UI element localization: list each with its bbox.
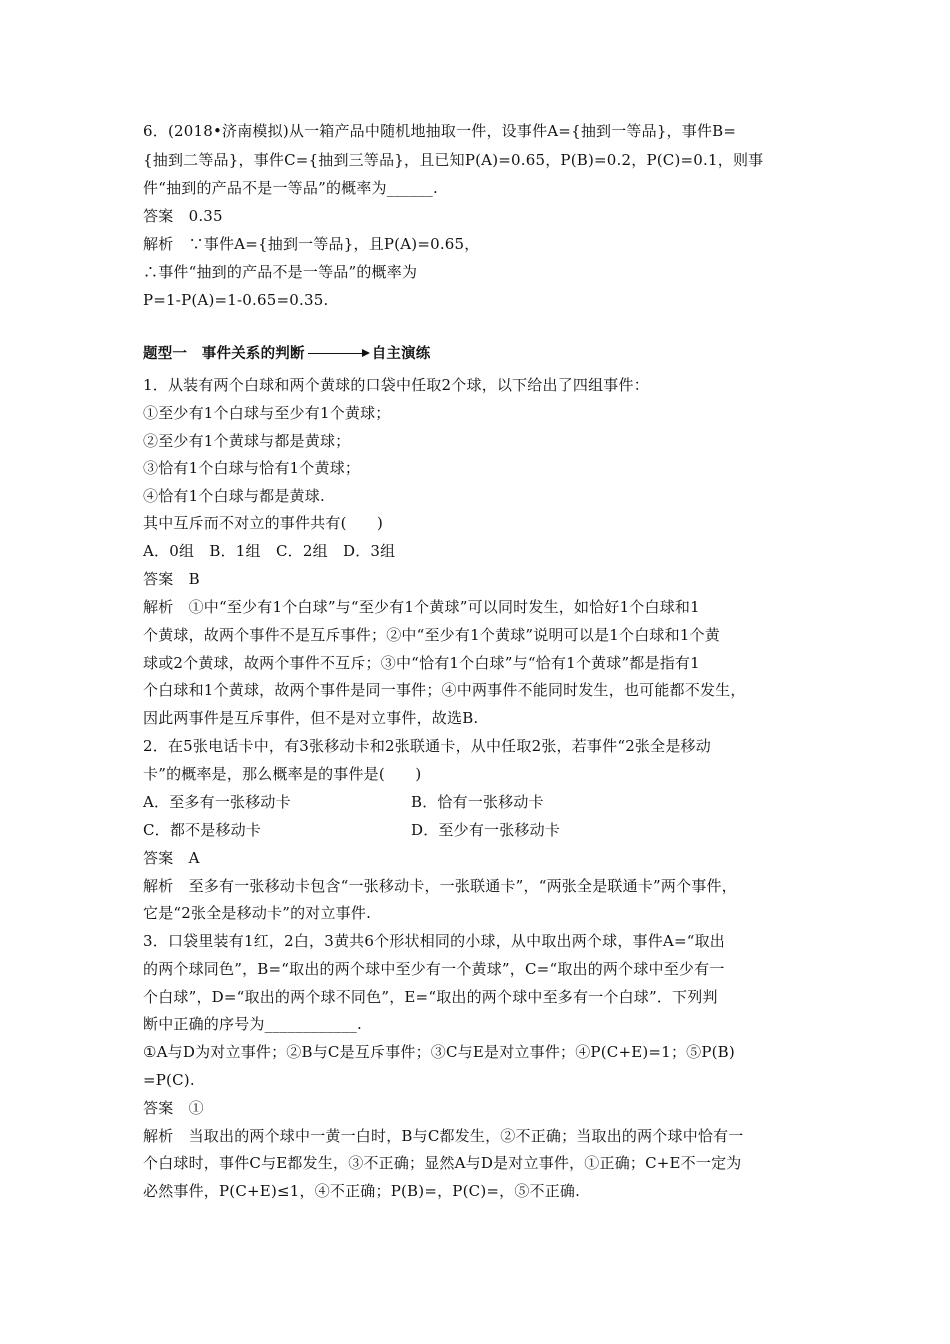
q3-line-4: 断中正确的序号为____________. [143,1015,362,1033]
q6-line-3: 件“抽到的产品不是一等品”的概率为______. [143,179,438,197]
q2-analysis-1: 解析 至多有一张移动卡包含“一张移动卡，一张联通卡”，“两张全是联通卡”两个事件， [143,877,737,895]
q1-analysis-3: 球或2个黄球，故两个事件不互斥；③中“恰有1个白球”与“恰有1个黄球”都是指有1 [143,654,700,672]
q1-line-5: ④恰有1个白球与都是黄球. [143,487,325,505]
q2-option-c: C．都不是移动卡 [143,821,262,839]
section-tag: 自主演练 [371,346,431,362]
q3-line-2: 的两个球同色”，B=“取出的两个球中至少有一个黄球”，C=“取出的两个球中至少有一 [143,960,725,978]
q1-analysis-2: 个黄球，故两个事件不是互斥事件；②中“至少有1个黄球”说明可以是1个白球和1个黄 [143,626,720,644]
q3-line-1: 3．口袋里装有1红，2白，3黄共6个形状相同的小球，从中取出两个球，事件A=“取出 [143,932,725,950]
q1-analysis-1: 解析 ①中“至少有1个白球”与“至少有1个黄球”可以同时发生，如恰好1个白球和1 [143,598,700,616]
q6-line-2: {抽到二等品}，事件C={抽到三等品}，且已知P(A)=0.65，P(B)=0.2，P(C)=0.1，则事 [143,151,764,169]
q1-line-4: ③恰有1个白球与恰有1个黄球； [143,459,361,477]
q1-line-6: 其中互斥而不对立的事件共有( ) [143,514,384,532]
q3-analysis-1: 解析 当取出的两个球中一黄一白时，B与C都发生，②不正确；当取出的两个球中恰有一 [143,1127,744,1145]
q1-options: A．0组 B．1组 C．2组 D．3组 [143,542,396,560]
q2-option-d: D．至少有一张移动卡 [411,821,561,839]
q1-line-2: ①至少有1个白球与至少有1个黄球； [143,404,391,422]
section-heading [143,344,431,364]
q3-answer: 答案 ① [143,1099,204,1117]
q1-analysis-5: 因此两事件是互斥事件，但不是对立事件，故选B. [143,709,479,727]
q1-analysis-4: 个白球和1个黄球，故两个事件是同一事件；④中两事件不能同时发生，也可能都不发生， [143,681,746,699]
q1-answer: 答案 B [143,570,200,588]
q1-line-3: ②至少有1个黄球与都是黄球； [143,432,351,450]
q3-line-3: 个白球”，D=“取出的两个球不同色”，E=“取出的两个球中至多有一个白球”．下列判 [143,988,718,1006]
q3-line-6: =P(C). [143,1071,195,1089]
q2-answer: 答案 A [143,849,200,867]
q2-analysis-2: 它是“2张全是移动卡”的对立事件. [143,904,372,922]
arrow-right-icon [308,349,370,359]
q6-answer: 答案 0.35 [143,207,223,225]
q6-line-1: 6．(2018•济南模拟)从一箱产品中随机地抽取一件，设事件A={抽到一等品}，事件B= [143,122,737,140]
q2-option-a: A．至多有一张移动卡 [143,793,291,811]
q6-analysis-1: 解析 ∵事件A={抽到一等品}，且P(A)=0.65， [143,235,480,253]
q1-line-1: 1．从装有两个白球和两个黄球的口袋中任取2个球，以下给出了四组事件： [143,376,649,394]
q3-analysis-2: 个白球时，事件C与E都发生，③不正确；显然A与D是对立事件，①正确；C+E不一定为 [143,1154,742,1172]
section-title: 题型一 事件关系的判断 [143,346,305,362]
q3-line-5: ①A与D为对立事件；②B与C是互斥事件；③C与E是对立事件；④P(C+E)=1；⑤P(B) [143,1043,735,1061]
q2-line-1: 2．在5张电话卡中，有3张移动卡和2张联通卡，从中任取2张，若事件“2张全是移动 [143,737,711,755]
q6-analysis-3: P=1-P(A)=1-0.65=0.35. [143,291,329,309]
q3-analysis-3: 必然事件，P(C+E)≤1，④不正确；P(B)=，P(C)=，⑤不正确. [143,1182,581,1200]
q6-analysis-2: ∴事件“抽到的产品不是一等品”的概率为 [143,263,418,281]
q2-line-2: 卡”的概率是，那么概率是的事件是( ) [143,765,422,783]
q2-option-b: B．恰有一张移动卡 [411,793,544,811]
